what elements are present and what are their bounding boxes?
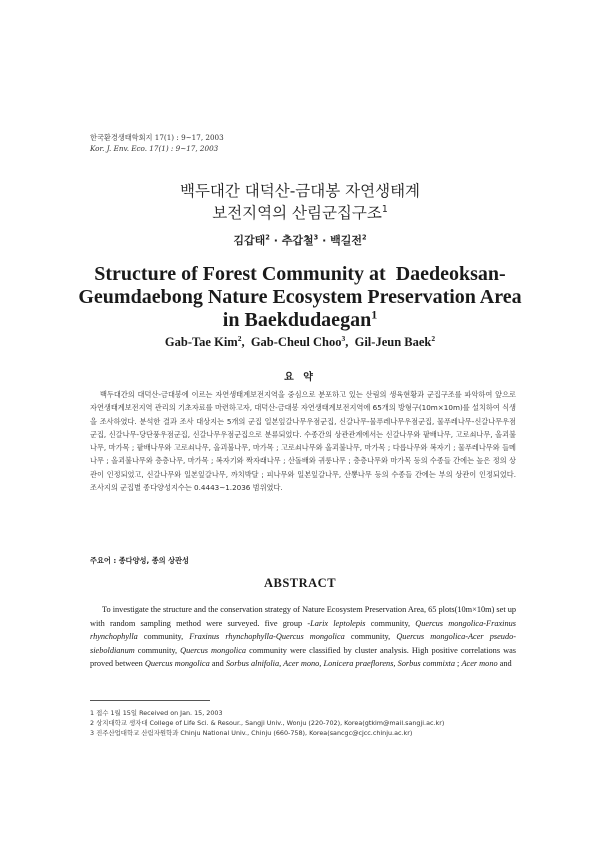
author-ko-1: 김갑태 <box>233 234 266 247</box>
journal-citation <box>90 132 224 154</box>
abstract-text: community, <box>137 632 190 641</box>
title-english <box>60 263 540 332</box>
footnote-2: 2 상지대학교 생자대 College of Life Sci. & Resour., Sangji Univ., Wonju (220-702), Korea(gtkim@mail.sangji.ac.kr) <box>90 719 445 728</box>
author-en-1-sup: 2 <box>237 333 242 343</box>
journal-citation-en: Kor. J. Env. Eco. 17(1) : 9~17, 2003 <box>90 144 219 153</box>
title-english-line2: Geumdaebong Nature Ecosystem Preservation Area <box>78 286 522 308</box>
title-korean-sup: 1 <box>381 203 388 215</box>
authors-english: Gab-Tae Kim$^2$, Gab-Cheul Choo$^3$, Gil-Jeun Baek$^2$ <box>164 333 436 349</box>
author-ko-2-sup: 3 <box>313 233 319 242</box>
species-name: Quercus mongolica <box>144 659 210 668</box>
abstract-text: and <box>209 659 226 668</box>
abstract-heading: ABSTRACT <box>263 576 337 590</box>
title-korean <box>0 180 600 224</box>
abstract-text: ; <box>454 659 462 668</box>
abstract-text: community, <box>134 645 181 655</box>
authors-korean <box>0 232 600 248</box>
korean-abstract-heading: 요 약 <box>284 372 316 383</box>
author-separator: · <box>322 234 327 247</box>
species-name: Sorbus alnifolia, Acer mono, Lonicera praeflorens, Sorbus commixta <box>225 659 455 668</box>
species-name: Fraxinus rhynchophylla-Quercus mongolica <box>189 632 345 641</box>
author-separator: · <box>273 234 278 247</box>
author-en-3-sup: 2 <box>431 333 436 343</box>
korean-abstract-body: 백두대간의 대덕산-금대봉에 이르는 자연생태계보전지역을 중심으로 분포하고 있는 산림의 생육현황과 군집구조를 파악하여 앞으로 자연생태계보전지역 관리의 기초자료를 마련하고자, 대덕산-금대봉 자연생태계보전지역에 65개의 방형구(10m×10m)를 설치하여 식생을 조사하였다. 분석한 결과 조사 대상지는 5개의 군집 일본잎갈나무우점군집, 신갈나무-물푸레나무우점군집, 물푸레나무-신갈나무우점군집, 신갈나무-당단풍우점군집, 신갈나무우점군집으로 분류되었다. 수종간의 상관관계에서는 신갈나무와 팥배나무, 고로쇠나무, 올괴불나무, 마가목 ; 팥배나무와 고로쇠나무, 올괴불나무, 마가목 ; 고로쇠나무와 올괴불나무, 마가목 ; 다릅나무와 복자기 ; 물푸레나무와 들메나무 ; 올괴불나무와 층층나무, 마가목 ; 복자기와 짝자래나무 ; 산돌배와 귀룽나무 ; 층층나무와 마가목 등의 수종들 간에는 높은 정의 상관이 인정되었고, 신갈나무와 일본잎갈나무, 까치박달 ; 피나무와 일본잎갈나무, 산뽕나무 등의 수종들 간에는 부의 상관이 인정되었다. 조사지의 군집별 종다양성지수는 0.4443~1.2036 범위였다. <box>90 390 516 493</box>
journal-citation-ko: 한국환경생태학회지 17(1) : 9~17, 2003 <box>90 133 224 142</box>
abstract-text: community were classified by cluster analysis. High positive correlations was proved between <box>90 645 517 668</box>
abstract-body <box>90 603 516 671</box>
footnote-1: 1 접수 1월 15일 Received on Jan. 15, 2003 <box>90 709 223 717</box>
title-korean-line2 <box>0 202 600 224</box>
author-ko-3-sup: 2 <box>362 233 367 242</box>
title-korean-line2-text: 보전지역의 산림군집구조 <box>212 204 382 222</box>
footnotes <box>90 708 520 739</box>
species-name: Quercus mongolica <box>180 645 247 655</box>
author-en-2: Gab-Cheul Choo <box>250 335 342 349</box>
abstract-text: and <box>497 659 512 668</box>
species-name: Quercus mongolica-Fraxinus rhynchophylla <box>90 618 516 641</box>
author-en-2-sup: 3 <box>341 333 346 343</box>
author-ko-2: 추갑철 <box>281 234 314 247</box>
author-en-3: Gil-Jeun Baek <box>354 335 432 349</box>
author-en-1: Gab-Tae Kim <box>164 335 238 349</box>
author-ko-1-sup: 2 <box>265 233 270 242</box>
footnote-3: 3 진주산업대학교 산림자원학과 Chinju National Univ., Chinju (660-758), Korea(sancgc@cjcc.chinju.ac.kr) <box>90 729 413 738</box>
species-name: Quercus mongolica-Acer pseudo-sieboldianum <box>90 632 517 655</box>
species-name: Acer mono <box>461 659 498 668</box>
species-name: Larix leptolepis <box>310 618 366 628</box>
abstract-text: community, <box>344 632 397 641</box>
abstract-text: community, <box>365 618 416 628</box>
title-english-line1: Structure of Forest Community at Daedeoksan- <box>94 263 506 285</box>
title-english-line3 <box>60 309 540 332</box>
title-korean-line1: 백두대간 대덕산-금대봉 자연생태계 <box>179 182 421 200</box>
author-ko-3: 백길전 <box>330 234 362 247</box>
title-english-line3-text: in Baekdudaegan <box>222 309 372 331</box>
abstract-text: To investigate the structure and the conservation strategy of Nature Ecosystem Preservation Area, 65 plots(10m×10m) set up with random sampling method were surveyed. five group - <box>90 605 516 628</box>
title-english-sup: 1 <box>371 307 378 322</box>
footnote-divider <box>90 700 210 701</box>
keywords: 주요어 : 종다양성, 종의 상관성 <box>90 556 189 565</box>
